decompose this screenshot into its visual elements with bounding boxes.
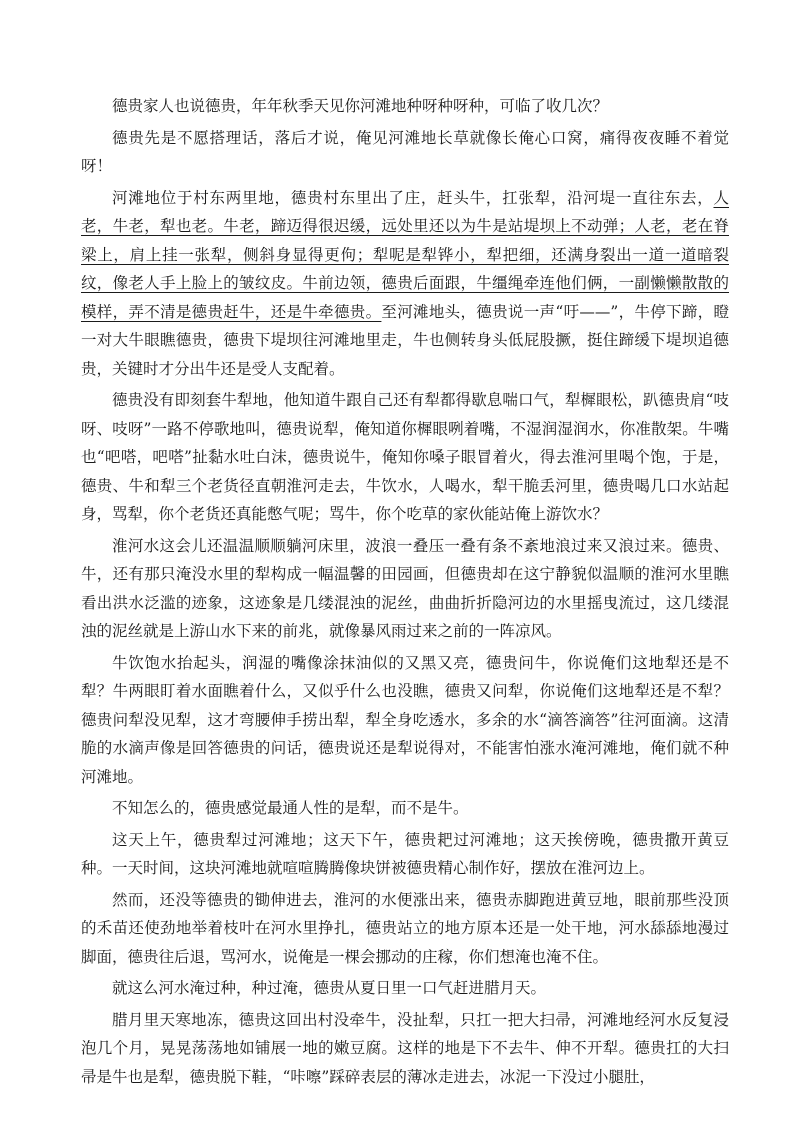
paragraph-7 bbox=[81, 794, 729, 823]
paragraph-text: 不知怎么的，德贵感觉最通人性的是犁，而不是牛。 bbox=[112, 799, 469, 817]
paragraph-text: 这天上午，德贵犁过河滩地；这天下午，德贵耙过河滩地；这天挨傍晚，德贵撒开黄豆种。一天时间，这块河滩地就喧喧腾腾像块饼被德贵精心制作好，摆放在淮河边上。 bbox=[81, 830, 729, 877]
paragraph-text: 腊月里天寒地冻，德贵这回出村没牵牛，没扯犁，只扛一把大扫帚，河滩地经河水反复浸泡几个月，晃晃荡荡地如铺展一地的嫩豆腐。这样的地是下不去牛、伸不开犁。德贵扛的大扫帚是牛也是犁，德贵脱下鞋，“咔嚓”踩碎表层的薄冰走进去，冰泥一下没过小腿肚， bbox=[81, 1010, 729, 1086]
paragraph-10 bbox=[81, 974, 729, 1003]
paragraph-text: 牛饮饱水抬起头，润湿的嘴像涂抹油似的又黑又亮，德贵问牛，你说俺们这地犁还是不犁？牛两眼盯着水面瞧着什么，又似乎什么也没瞧，德贵又问犁，你说俺们这地犁还是不犁？德贵问犁没见犁，这才弯腰伸手捞出犁，犁全身吃透水，多余的水“滴答滴答”往河面滴。这清脆的水滴声像是回答德贵的问话，德贵说还是犁说得对，不能害怕涨水淹河滩地，俺们就不种河滩地。 bbox=[81, 653, 729, 786]
paragraph-11 bbox=[81, 1006, 729, 1092]
document-page bbox=[81, 92, 729, 1094]
paragraph-9 bbox=[81, 886, 729, 972]
paragraph-1 bbox=[81, 92, 729, 121]
paragraph-text: 德贵家人也说德贵，年年秋季天见你河滩地种呀种呀种，可临了收几次？ bbox=[112, 97, 609, 115]
paragraph-6 bbox=[81, 649, 729, 792]
paragraph-text: 河滩地位于村东两里地，德贵村东里出了庄，赶头牛，扛张犁，沿河堤一直往东去， bbox=[112, 188, 714, 207]
paragraph-text: 至河滩地头，德贵说一声“吁——”，牛停下蹄，瞪一对大牛眼瞧德贵，德贵下堤坝往河滩地里走，牛也侧转身头低屁股撅，挺住蹄缓下堤坝追德贵，关键时才分出牛还是受人支配着。 bbox=[81, 302, 729, 378]
underlined-passage: 人老，牛老，犁也老。牛老，蹄迈得很迟缓，远处里还以为牛是站堤坝上不动弹；人老，老在脊梁上，肩上挂一张犁，侧斜身显得更佝；犁呢是犁铧小，犁把细，还满身裂出一道一道暗裂纹，像老人手上脸上的皱纹皮。牛前边领，德贵后面跟，牛缰绳牵连他们俩，一副懒懒散散的模样，弄不清是德贵赶牛，还是牛牵德贵。 bbox=[81, 188, 729, 321]
paragraph-text: 就这么河水淹过种，种过淹，德贵从夏日里一口气赶进腊月天。 bbox=[112, 979, 547, 997]
paragraph-4 bbox=[81, 386, 729, 529]
paragraph-5 bbox=[81, 532, 729, 646]
paragraph-2 bbox=[81, 124, 729, 181]
paragraph-text: 然而，还没等德贵的锄伸进去，淮河的水便涨出来，德贵赤脚跑进黄豆地，眼前那些没顶的禾苗还使劲地举着枝叶在河水里挣扎，德贵站立的地方原本还是一处干地，河水舔舔地漫过脚面，德贵往后退，骂河水，说俺是一棵会挪动的庄稼，你们想淹也淹不住。 bbox=[81, 890, 729, 966]
paragraph-text: 淮河水这会儿还温温顺顺躺河床里，波浪一叠压一叠有条不紊地浪过来又浪过来。德贵、牛，还有那只淹没水里的犁构成一幅温馨的田园画，但德贵却在这宁静貌似温顺的淮河水里瞧看出洪水泛滥的迹象，这迹象是几缕混浊的泥丝，曲曲折折隐河边的水里摇曳流过，这几缕混浊的泥丝就是上游山水下来的前兆，就像暴风雨过来之前的一阵凉风。 bbox=[81, 536, 729, 640]
paragraph-8 bbox=[81, 826, 729, 883]
paragraph-3 bbox=[81, 184, 729, 384]
paragraph-text: 德贵先是不愿搭理话，落后才说，俺见河滩地长草就像长俺心口窝，痛得夜夜睡不着觉呀！ bbox=[81, 128, 729, 175]
paragraph-text: 德贵没有即刻套牛犁地，他知道牛跟自己还有犁都得歇息喘口气，犁樨眼松，趴德贵肩“吱呀、吱呀”一路不停歌地叫，德贵说犁，俺知道你樨眼咧着嘴，不湿润湿润水，你准散架。牛嘴也“吧嗒，吧嗒”扯黏水吐白沫，德贵说牛，俺知你嗓子眼冒着火，得去淮河里喝个饱，于是，德贵、牛和犁三个老货径直朝淮河走去，牛饮水，人喝水，犁干脆丢河里，德贵喝几口水站起身，骂犁，你个老货还真能憋气呢；骂牛，你个吃草的家伙能站俺上游饮水？ bbox=[81, 391, 729, 523]
